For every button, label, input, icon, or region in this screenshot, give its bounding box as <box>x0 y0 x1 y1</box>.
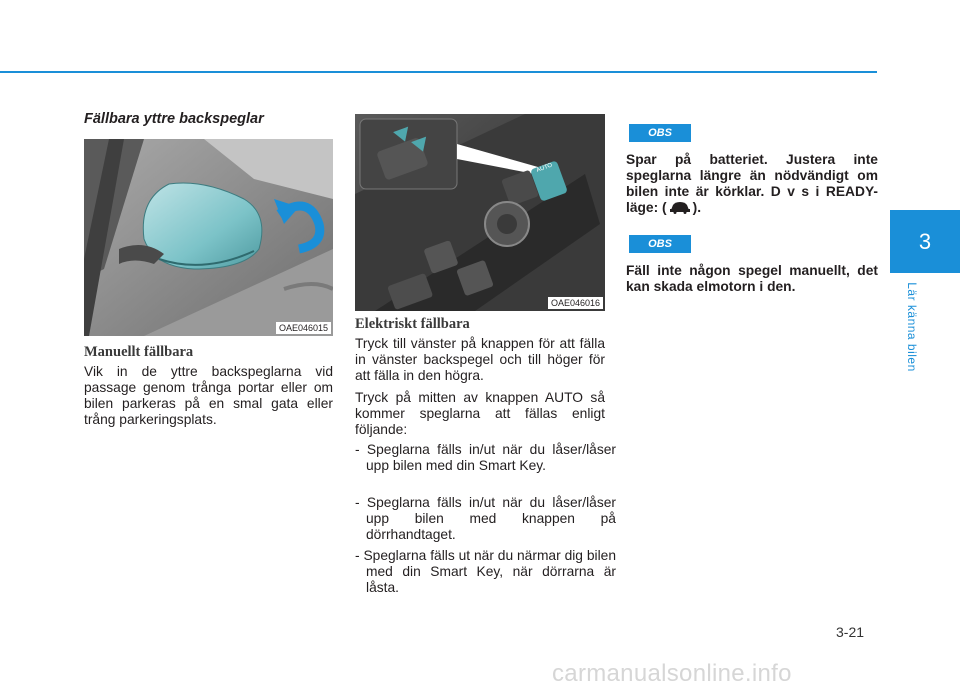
page-number: 3-21 <box>836 624 865 640</box>
subheading-electric: Elektriskt fällbara <box>355 316 470 332</box>
paragraph-electric-2: Tryck på mitten av knappen AUTO så kommer speglarna att fällas enligt följande: <box>355 390 605 437</box>
figure-code-2: OAE046016 <box>548 297 603 309</box>
header-rule <box>0 71 877 73</box>
bullet-item: - Speglarna fälls in/ut när du låser/låser upp bilen med din Smart Key. <box>355 442 616 473</box>
obs-badge: OBS <box>629 124 691 142</box>
paragraph-electric-1: Tryck till vänster på knappen för att fälla in vänster backspegel och till höger för att fälla in den högra. <box>355 336 605 383</box>
section-title: Fällbara yttre backspeglar <box>84 111 264 127</box>
note-battery <box>626 152 878 216</box>
chapter-label: Lär känna bilen <box>905 282 919 372</box>
note-manual-fold: Fäll inte någon spegel manuellt, det kan skada elmotorn i den. <box>626 263 878 294</box>
note-battery-end: ). <box>692 200 702 215</box>
mirror-figure <box>84 139 333 336</box>
watermark: carmanualsonline.info <box>552 660 792 687</box>
chapter-number: 3 <box>918 228 932 254</box>
door-switch-illustration <box>355 114 605 311</box>
car-ready-icon <box>669 200 691 214</box>
note-battery-text: Spar på batteriet. Justera inte speglarna längre än nödvändigt om bilen inte är körklar. D v s i READY-läge: ( <box>626 152 878 215</box>
obs-badge: OBS <box>629 235 691 253</box>
chapter-tab <box>890 210 960 273</box>
paragraph-manual: Vik in de yttre backspeglarna vid passage genom trånga portar eller om bilen parkeras på en smal gata eller trång parkeringsplats. <box>84 364 333 427</box>
chapter-label-container <box>900 272 924 382</box>
auto-label: AUTO <box>535 162 554 174</box>
folding-mirror-illustration <box>84 139 333 336</box>
subheading-manual: Manuellt fällbara <box>84 344 194 360</box>
bullet-item: - Speglarna fälls ut när du närmar dig bilen med din Smart Key, när dörrarna är låsta. <box>355 548 616 595</box>
bullet-item: - Speglarna fälls in/ut när du låser/låser upp bilen med knappen på dörrhandtaget. <box>355 495 616 542</box>
figure-code: OAE046015 <box>276 322 331 334</box>
switch-figure <box>355 114 605 311</box>
